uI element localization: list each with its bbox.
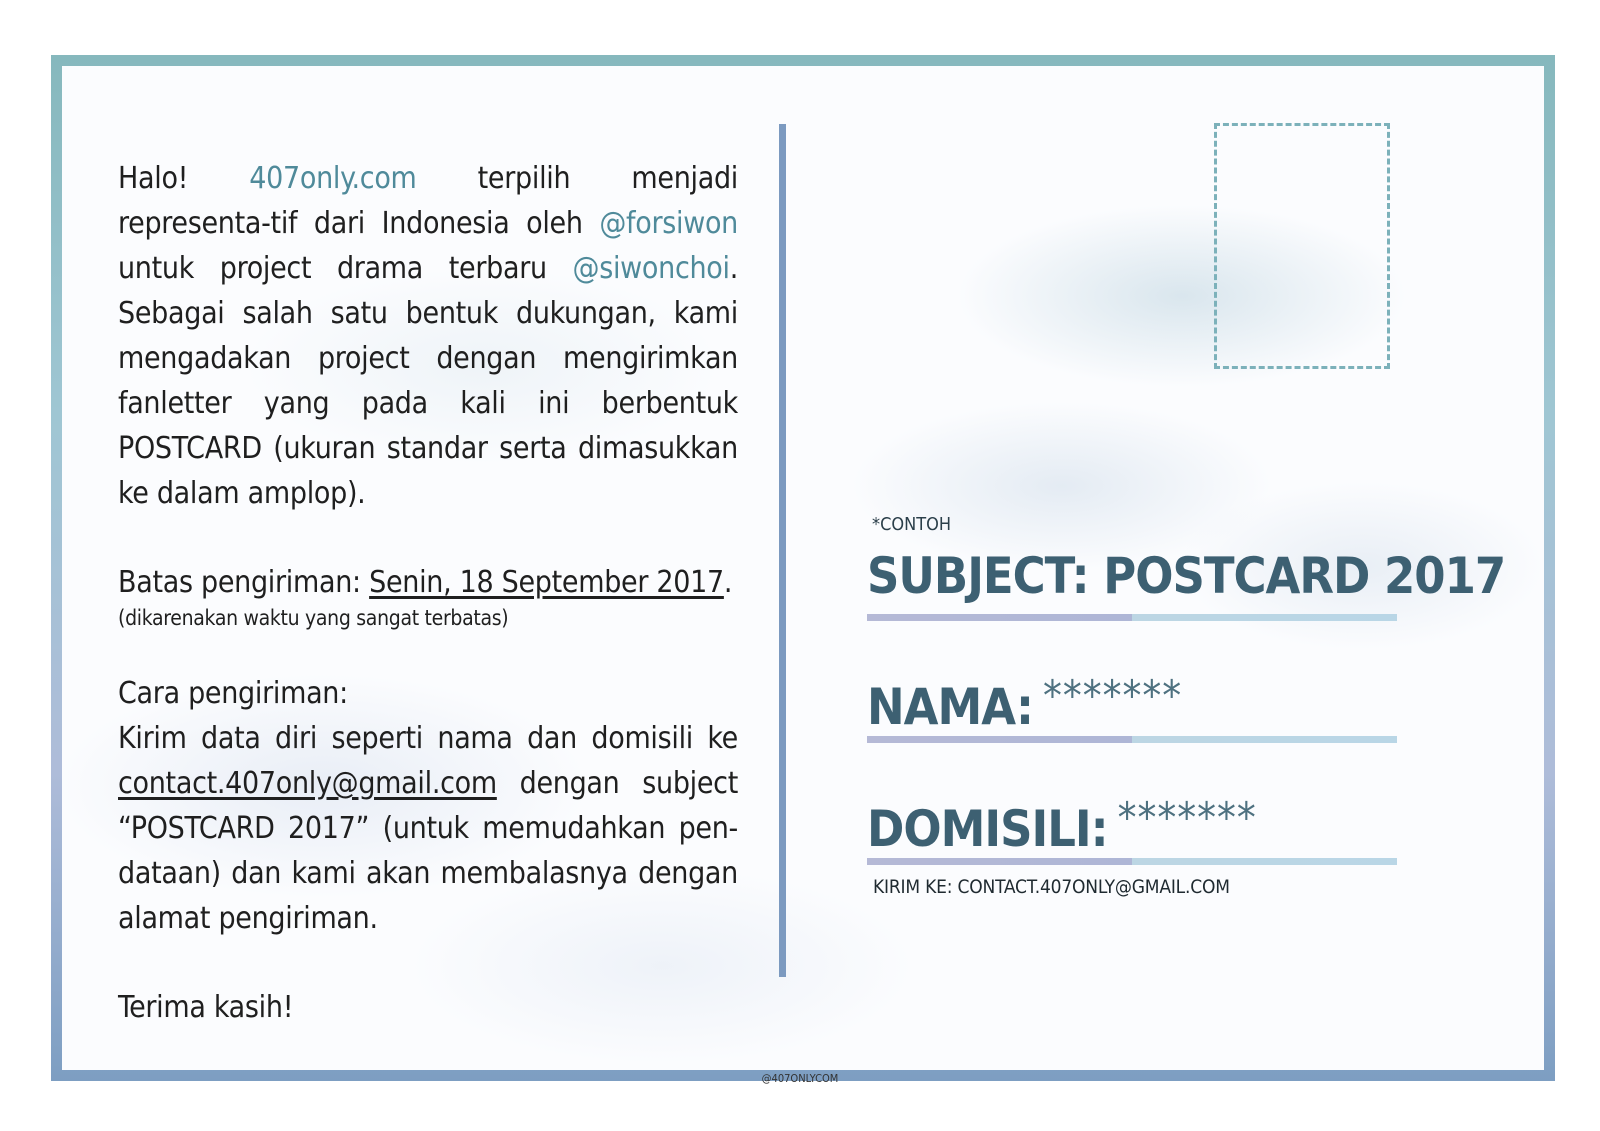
thanks-text: Terima kasih!: [118, 990, 294, 1025]
deadline-line: [118, 560, 738, 605]
deadline-note: (dikarenakan waktu yang sangat terbatas): [118, 606, 509, 630]
domicile-label-row: [867, 788, 1397, 859]
method-text-1: Kirim data diri seperti nama dan domisili ke: [118, 721, 738, 756]
intro-text-1: terpilih menjadi representa-tif dari Indonesia oleh: [118, 161, 738, 241]
intro-text-2: untuk project drama terbaru: [118, 251, 573, 286]
subject-field: [867, 546, 1506, 606]
method-text-2: dengan subject “POSTCARD 2017” (untuk memudahkan pen-dataan) dan kami akan membalasnya dengan alamat pengiriman.: [118, 766, 738, 936]
domicile-value: *******: [1117, 793, 1257, 842]
postcard: [51, 55, 1555, 1081]
message-column: [118, 156, 738, 1030]
deadline-end: .: [723, 565, 733, 600]
domicile-line: [867, 858, 1397, 865]
name-field: [867, 666, 1397, 737]
footer-handle: @407ONLYCOM: [761, 1072, 839, 1085]
sample-note: *CONTOH: [872, 514, 952, 535]
intro-text-3: . Sebagai salah satu bentuk dukungan, kami mengadakan project dengan mengirimkan fanletter yang pada kali ini berbentuk POSTCARD (ukuran standar serta dimasukkan ke dalam amplop).: [118, 251, 738, 511]
postcard-body: [62, 66, 1544, 1070]
name-label-row: [867, 666, 1397, 737]
domicile-field: [867, 788, 1397, 859]
stamp-placeholder: [1214, 123, 1390, 369]
name-label: NAMA:: [867, 678, 1033, 736]
subject-line: [867, 614, 1397, 621]
subject-label: SUBJECT: POSTCARD 2017: [867, 547, 1506, 605]
domicile-label: DOMISILI:: [867, 800, 1108, 858]
center-divider: [779, 124, 786, 977]
intro-greeting: Halo!: [118, 161, 250, 196]
handle-forsiwon: @forsiwon: [599, 206, 738, 241]
name-line: [867, 736, 1397, 743]
method-paragraph: [118, 716, 738, 941]
site-name: 407only.com: [249, 161, 417, 196]
contact-email-link[interactable]: contact.407only@gmail.com: [118, 766, 497, 801]
send-to-text: KIRIM KE: CONTACT.407ONLY@GMAIL.COM: [873, 876, 1230, 898]
deadline-date: Senin, 18 September 2017: [369, 565, 724, 600]
method-title: Cara pengiriman:: [118, 676, 348, 711]
spacer: [118, 516, 738, 560]
intro-paragraph: [118, 156, 738, 516]
deadline-label: Batas pengiriman:: [118, 565, 370, 600]
handle-siwonchoi: @siwonchoi: [572, 251, 730, 286]
spacer: [118, 941, 738, 985]
spacer: [118, 631, 738, 671]
name-value: *******: [1042, 671, 1183, 720]
